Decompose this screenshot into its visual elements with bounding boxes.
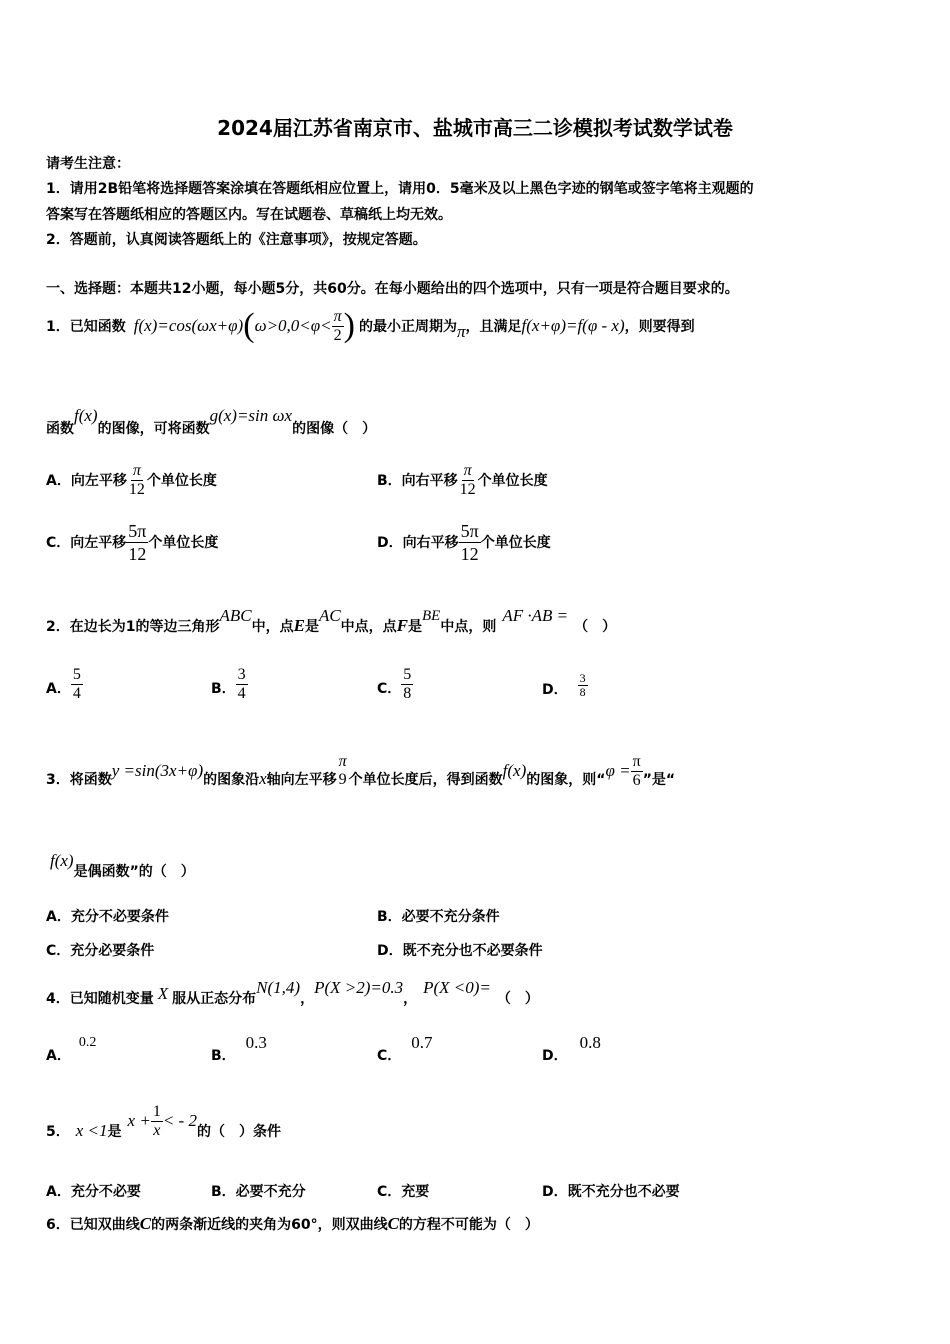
q3-option-b[interactable]: B．必要不充分条件 xyxy=(377,909,500,925)
q5-x-plus: x + xyxy=(127,1111,151,1130)
question-2: 2．在边长为1的等边三角形 ABC 中，点 E 是 AC 中点，点 F 是 BE 中点，则 AF ·AB = （ ） xyxy=(46,606,617,635)
q2-option-b[interactable]: B． $\frac{3}{4}$ xyxy=(211,665,246,702)
q3-x-axis: x xyxy=(259,769,267,788)
q1-option-c[interactable]: C．向左平移 $\frac{5\pi}{12}$ 个单位长度 xyxy=(46,520,219,564)
q6-curve-c-1: C xyxy=(139,1214,152,1233)
question-4: 4．已知随机变量 X 服从正态分布 N(1,4) ， P(X >2)=0.3 ， P(X <0)= （ ） xyxy=(46,978,539,1007)
q2-a-fraction: $\frac{5}{4}$ xyxy=(72,665,81,702)
question-6: 6．已知双曲线 C 的两条渐近线的夹角为60°，则双曲线 C 的方程不可能为（ ） xyxy=(46,1214,539,1233)
q1-right-paren: ) xyxy=(343,307,355,344)
q3-function: y =sin(3x+φ) xyxy=(111,761,204,780)
q1-fx: f(x) xyxy=(74,406,98,425)
q1-pi-over-2: $\frac{\pi}{2}$ xyxy=(333,307,342,344)
q5-less-than: < - 2 xyxy=(162,1111,197,1130)
q2-triangle: ABC xyxy=(219,606,252,625)
q5-option-c[interactable]: C．充要 xyxy=(377,1184,430,1200)
q1-b-fraction: $\frac{\pi}{12}$ xyxy=(459,461,476,498)
exam-title: 2024届江苏省南京市、盐城市高三二诊模拟考试数学试卷 xyxy=(217,116,733,140)
q4-variable-x: X xyxy=(157,984,169,1003)
notice-line-2: 答案写在答题纸相应的答题区内。写在试题卷、草稿纸上均无效。 xyxy=(46,207,452,223)
q4-option-a[interactable]: A． 0.2 xyxy=(46,1035,97,1064)
q2-d-fraction: $\frac{3}{8}$ xyxy=(579,670,586,699)
q2-option-d[interactable]: D． $\frac{3}{8}$ xyxy=(542,670,586,699)
q3-option-a[interactable]: A．充分不必要条件 xyxy=(46,909,169,925)
q2-segment-ac: AC xyxy=(318,606,341,625)
q6-curve-c-2: C xyxy=(387,1214,399,1233)
q2-point-f: F xyxy=(396,616,409,635)
q2-point-e: E xyxy=(293,616,305,635)
question-3-line-2: f(x) 是偶函数”的（ ） xyxy=(50,851,195,880)
q1-line2-c: 的图像（ ） xyxy=(292,421,377,437)
q1-text-2: ，且满足 xyxy=(465,319,522,335)
q1-c-fraction: $\frac{5\pi}{12}$ xyxy=(128,520,147,564)
notice-line-3: 2．答题前，认真阅读答题纸上的《注意事项》，按规定答题。 xyxy=(46,232,427,248)
q5-option-a[interactable]: A．充分不必要 xyxy=(46,1184,141,1200)
q3-pi-over-6: $\frac{\pi}{6}$ xyxy=(632,752,641,789)
q4-normal-dist: N(1,4) xyxy=(256,978,301,997)
q1-option-a[interactable]: A．向左平移 $\frac{\pi}{12}$ 个单位长度 xyxy=(46,461,217,498)
q5-fraction: $\frac{1}{x}$ xyxy=(152,1102,161,1139)
question-5: 5． x <1 是 x + $\frac{1}{x}$ < - 2 的（ ）条件 xyxy=(46,1102,281,1140)
q1-function: f(x)=cos(ωx+φ) xyxy=(133,316,244,335)
q1-option-d[interactable]: D．向右平移 $\frac{5\pi}{12}$ 个单位长度 xyxy=(377,520,551,564)
q3-phi: φ = xyxy=(605,761,631,780)
q1-option-b[interactable]: B．向右平移 $\frac{\pi}{12}$ 个单位长度 xyxy=(377,461,548,498)
notice-heading: 请考生注意： xyxy=(46,156,130,172)
q1-condition: ω>0,0<φ< xyxy=(254,316,332,335)
q4-option-c[interactable]: C． 0.7 xyxy=(377,1033,433,1064)
q1-g-function: g(x)=sin ωx xyxy=(209,406,293,425)
question-3-line-1: 3．将函数 y =sin(3x+φ) 的图象沿 x 轴向左平移 π 9 个单位长度后，得到函数 f(x) 的图象，则“ φ = $\frac{\pi}{6}$ ”是“ xyxy=(46,752,676,789)
q4-prob-2: P(X <0)= xyxy=(423,978,491,997)
q5-option-b[interactable]: B．必要不充分 xyxy=(211,1184,306,1200)
section-heading: 一、选择题：本题共12小题，每小题5分，共60分。在每小题给出的四个选项中，只有一项是符合题目要求的。 xyxy=(46,281,739,297)
q1-period: π xyxy=(456,322,466,341)
q2-option-a[interactable]: A． $\frac{5}{4}$ xyxy=(46,665,81,702)
q1-d-fraction: $\frac{5\pi}{12}$ xyxy=(460,520,479,564)
q1-line2-b: 的图像，可将函数 xyxy=(97,421,210,437)
q4-option-b[interactable]: B． 0.3 xyxy=(211,1033,267,1064)
q1-left-paren: ( xyxy=(243,307,255,344)
q1-equation: f(x+φ)=f(φ - x) xyxy=(521,316,625,335)
q3-fx: f(x) xyxy=(502,761,527,780)
question-1-line-2 xyxy=(46,400,376,440)
q2-option-c[interactable]: C． $\frac{5}{8}$ xyxy=(377,665,412,702)
q5-condition-1: x <1 xyxy=(75,1121,108,1140)
q3-pi-over-9: π 9 xyxy=(338,753,347,788)
q1-number: 1．已知函数 xyxy=(46,319,126,335)
q2-segment-be: BE xyxy=(422,607,441,624)
q2-b-fraction: $\frac{3}{4}$ xyxy=(237,665,246,702)
q4-prob-1: P(X >2)=0.3 xyxy=(314,978,404,997)
q1-a-fraction: $\frac{\pi}{12}$ xyxy=(128,461,145,498)
q5-option-d[interactable]: D．既不充分也不必要 xyxy=(542,1184,680,1200)
q4-option-d[interactable]: D． 0.8 xyxy=(542,1033,601,1064)
q2-c-fraction: $\frac{5}{8}$ xyxy=(403,665,412,702)
notice-line-1: 1．请用2B铅笔将选择题答案涂填在答题纸相应位置上，请用0．5毫米及以上黑色字迹的钢笔或签字笔将主观题的 xyxy=(46,181,754,197)
q3-option-c[interactable]: C．充分必要条件 xyxy=(46,943,155,959)
q3-fx-2: f(x) xyxy=(50,851,74,870)
q2-expression: AF ·AB = xyxy=(502,606,569,625)
question-1-line-1 xyxy=(46,303,695,349)
q1-text-3: ，则要得到 xyxy=(624,319,695,335)
q1-text-1: 的最小正周期为 xyxy=(358,319,457,335)
q3-option-d[interactable]: D．既不充分也不必要条件 xyxy=(377,943,543,959)
q1-line2-a: 函数 xyxy=(46,421,74,437)
